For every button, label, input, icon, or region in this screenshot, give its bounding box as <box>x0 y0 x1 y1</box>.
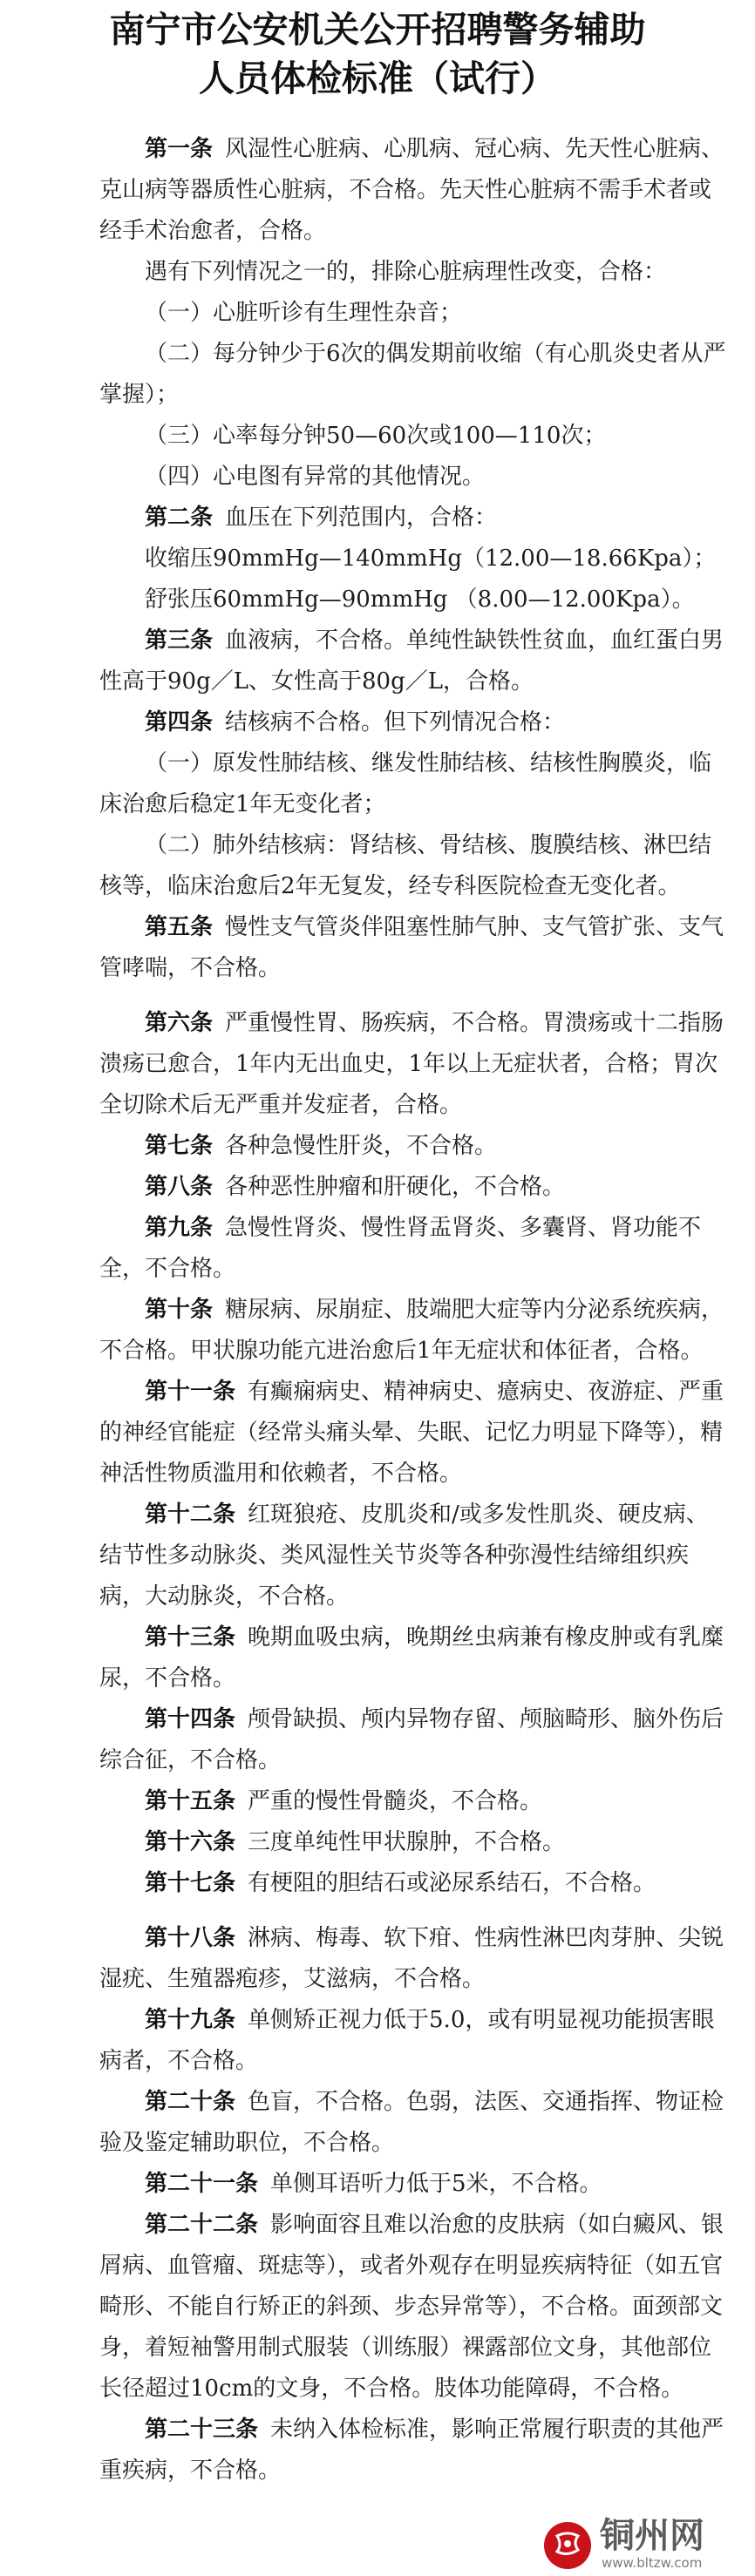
paragraph-text: 淋病、梅毒、软下疳、性病性淋巴肉芽肿、尖锐湿疣、生殖器疱疹，艾滋病，不合格。 <box>99 1925 724 1992</box>
article-label: 第十五条 <box>145 1788 236 1814</box>
article-paragraph <box>99 2000 727 2082</box>
title-line-1: 南宁市公安机关公开招聘警务辅助 <box>109 9 646 51</box>
tongzhou-logo-icon <box>544 2522 591 2569</box>
article-paragraph <box>99 702 727 743</box>
paragraph <box>99 416 727 457</box>
paragraph-text: 严重慢性胃、肠疾病，不合格。胃溃疡或十二指肠溃疡已愈合，1年内无出血史，1年以上无症状者，合格；胃次全切除术后无严重并发症者，合格。 <box>99 1010 724 1118</box>
title-line-2: 人员体检标准（试行） <box>199 58 556 99</box>
article-paragraph <box>99 2410 727 2491</box>
paragraph-text: （一）原发性肺结核、继发性肺结核、结核性胸膜炎，临床治愈后稳定1年无变化者； <box>99 750 712 817</box>
paragraph-text: 红斑狼疮、皮肌炎和/或多发性肌炎、硬皮病、结节性多动脉炎、类风湿性关节炎等各种弥漫性结缔组织疾病，大动脉炎，不合格。 <box>99 1502 709 1610</box>
paragraph <box>99 580 727 620</box>
paragraph-text: （二）每分钟少于6次的偶发期前收缩（有心肌炎史者从严掌握）； <box>99 341 726 408</box>
paragraph <box>99 293 727 334</box>
article-label: 第四条 <box>145 709 214 736</box>
article-label: 第六条 <box>145 1010 214 1036</box>
paragraph-text: 三度单纯性甲状腺肿，不合格。 <box>248 1829 566 1855</box>
article-paragraph <box>99 1208 727 1290</box>
article-paragraph <box>99 1781 727 1822</box>
article-label: 第十一条 <box>145 1379 236 1405</box>
article-paragraph <box>99 1290 727 1372</box>
article-paragraph <box>99 2205 727 2410</box>
paragraph-text: （三）心率每分钟50—60次或100—110次； <box>145 423 607 449</box>
paragraph-text: 有梗阻的胆结石或泌尿系结石，不合格。 <box>248 1870 656 1896</box>
paragraph-text: 急慢性肾炎、慢性肾盂肾炎、多囊肾、肾功能不全，不合格。 <box>99 1215 702 1282</box>
article-paragraph <box>99 2082 727 2164</box>
article-paragraph <box>99 1699 727 1781</box>
paragraph-text: 晚期血吸虫病，晚期丝虫病兼有橡皮肿或有乳糜尿，不合格。 <box>99 1624 724 1691</box>
document-title <box>0 5 755 103</box>
paragraph-text: 影响面容且难以治愈的皮肤病（如白癜风、银屑病、血管瘤、斑痣等），或者外观存在明显疾病特征（如五官畸形、不能自行矫正的斜颈、步态异常等），不合格。面颈部文身，着短袖警用制式服装（训练服）裸露部位文身，其他部位长径超过10cm的文身，不合格。肢体功能障碍，不合格。 <box>99 2212 724 2402</box>
paragraph-text: 未纳入体检标准，影响正常履行职责的其他严重疾病，不合格。 <box>99 2417 724 2484</box>
article-paragraph <box>99 1003 727 1126</box>
article-label: 第七条 <box>145 1133 214 1159</box>
paragraph-text: 有癫痫病史、精神病史、癔病史、夜游症、严重的神经官能症（经常头痛头晕、失眠、记忆力明显下降等），精神活性物质滥用和依赖者，不合格。 <box>99 1379 724 1487</box>
paragraph-text: 舒张压60mmHg—90mmHg （8.00—12.00Kpa）。 <box>145 586 695 613</box>
article-label: 第八条 <box>145 1174 214 1200</box>
paragraph-text: 颅骨缺损、颅内异物存留、颅脑畸形、脑外伤后综合征，不合格。 <box>99 1706 724 1773</box>
paragraph-text: 慢性支气管炎伴阻塞性肺气肿、支气管扩张、支气管哮喘，不合格。 <box>99 914 724 981</box>
article-label: 第十七条 <box>145 1870 236 1896</box>
site-watermark <box>537 2515 755 2576</box>
paragraph-text: 血压在下列范围内，合格： <box>225 505 498 531</box>
article-paragraph <box>99 1126 727 1167</box>
article-paragraph <box>99 1918 727 2000</box>
article-paragraph <box>99 129 727 252</box>
article-paragraph <box>99 1372 727 1495</box>
article-label: 第十三条 <box>145 1624 236 1651</box>
article-label: 第十四条 <box>145 1706 236 1732</box>
article-label: 第十九条 <box>145 2007 236 2033</box>
article-paragraph <box>99 1863 727 1904</box>
paragraph-text: 糖尿病、尿崩症、肢端肥大症等内分泌系统疾病，不合格。甲状腺功能亢进治愈后1年无症状和体征者，合格。 <box>99 1297 724 1364</box>
article-label: 第十八条 <box>145 1925 236 1951</box>
article-label: 第二十条 <box>145 2089 236 2115</box>
paragraph <box>99 334 727 416</box>
paragraph <box>99 539 727 580</box>
article-paragraph <box>99 2164 727 2205</box>
article-paragraph <box>99 907 727 989</box>
paragraph-text: 色盲，不合格。色弱，法医、交通指挥、物证检验及鉴定辅助职位，不合格。 <box>99 2089 724 2156</box>
article-label: 第十二条 <box>145 1502 236 1528</box>
watermark-site-name: 铜州网 <box>600 2516 704 2556</box>
article-label: 第二条 <box>145 505 214 531</box>
document-body <box>99 129 727 2491</box>
paragraph-text: 结核病不合格。但下列情况合格： <box>225 709 566 736</box>
article-paragraph <box>99 1822 727 1863</box>
article-paragraph <box>99 620 727 702</box>
article-paragraph <box>99 498 727 539</box>
paragraph-text: （二）肺外结核病：肾结核、骨结核、腹膜结核、淋巴结核等，临床治愈后2年无复发，经专科医院检查无变化者。 <box>99 832 712 899</box>
article-label: 第二十一条 <box>145 2171 259 2197</box>
paragraph-text: 严重的慢性骨髓炎，不合格。 <box>248 1788 543 1814</box>
article-label: 第三条 <box>145 627 214 654</box>
article-label: 第十条 <box>145 1297 214 1323</box>
paragraph-text: 各种恶性肿瘤和肝硬化，不合格。 <box>225 1174 566 1200</box>
article-paragraph <box>99 1495 727 1617</box>
paragraph-text: 单侧矫正视力低于5.0，或有明显视功能损害眼病者，不合格。 <box>99 2007 715 2074</box>
paragraph-text: 单侧耳语听力低于5米，不合格。 <box>270 2171 602 2197</box>
paragraph-text: 血液病，不合格。单纯性缺铁性贫血，血红蛋白男性高于90g／L、女性高于80g／L，合格。 <box>99 627 724 695</box>
paragraph <box>99 252 727 293</box>
paragraph <box>99 825 727 907</box>
paragraph-text: 收缩压90mmHg—140mmHg（12.00—18.66Kpa）； <box>145 546 717 572</box>
article-label: 第二十三条 <box>145 2417 259 2443</box>
paragraph-text: （一）心脏听诊有生理性杂音； <box>145 300 463 326</box>
paragraph-text: 风湿性心脏病、心肌病、冠心病、先天性心脏病、克山病等器质性心脏病，不合格。先天性心脏病不需手术者或经手术治愈者，合格。 <box>99 136 724 244</box>
article-paragraph <box>99 1617 727 1699</box>
paragraph-text: 遇有下列情况之一的，排除心脏病理性改变，合格： <box>145 259 667 285</box>
paragraph-text: 各种急慢性肝炎，不合格。 <box>225 1133 498 1159</box>
paragraph <box>99 457 727 498</box>
article-label: 第九条 <box>145 1215 214 1241</box>
article-label: 第五条 <box>145 914 214 940</box>
article-paragraph <box>99 1167 727 1208</box>
article-label: 第十六条 <box>145 1829 236 1855</box>
article-label: 第二十二条 <box>145 2212 259 2238</box>
paragraph <box>99 743 727 825</box>
watermark-site-url: www.bltzw.com <box>602 2555 703 2571</box>
article-label: 第一条 <box>145 136 214 162</box>
paragraph-text: （四）心电图有异常的其他情况。 <box>145 464 486 490</box>
